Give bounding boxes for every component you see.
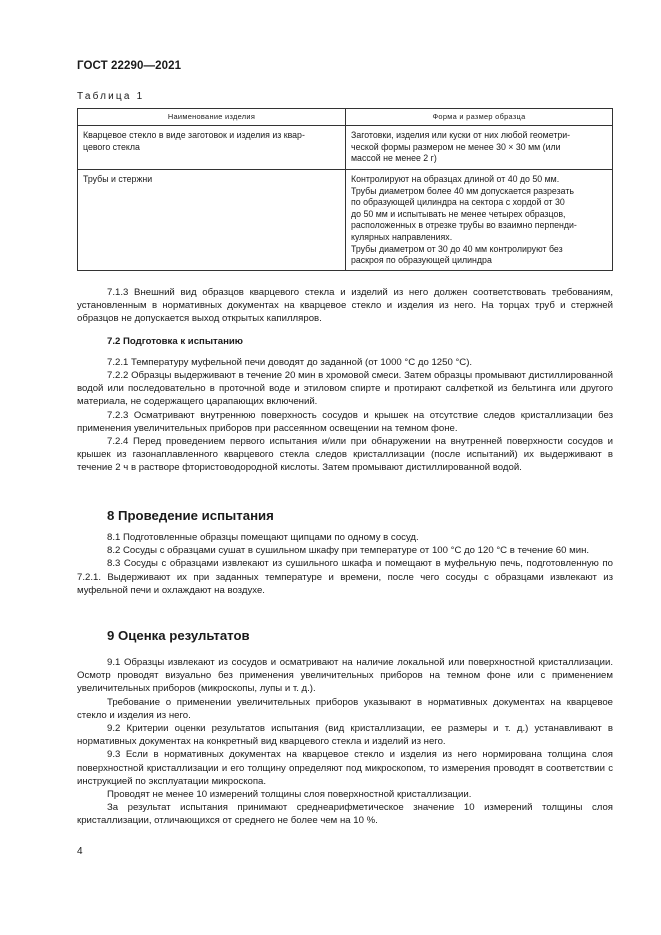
paragraph-8-2: 8.2 Сосуды с образцами сушат в сушильном шкафу при температуре от 100 °С до 120 °С в течение 60 мин. bbox=[107, 545, 590, 557]
subsection-heading-7-2: 7.2 Подготовка к испытанию bbox=[107, 335, 243, 347]
section-8-text bbox=[77, 531, 613, 597]
paragraph-7-2-3: 7.2.3 Осматривают внутреннюю поверхность сосудов и крышек на отсутствие следов кристаллизации без применения увеличительных приборов при рассеянном освещении на темном фоне. bbox=[77, 409, 613, 434]
paragraph-9-3-result: За результат испытания принимают среднеарифметическое значение 10 измерений толщины слоя кристаллизации, отличающихся от среднего не более чем на 10 %. bbox=[77, 802, 613, 827]
document-code-header: ГОСТ 22290—2021 bbox=[77, 60, 182, 72]
paragraph-7-2-4: 7.2.4 Перед проведением первого испытания и/или при обнаружении на внутренней поверхности сосудов и крышек из газонаплавленного кварцевого стекла следов кристаллизации (после испытаний) их выдерживают в течение 2 ч в растворе фтористоводородной кислоты. Затем промывают дистиллированной водой. bbox=[77, 436, 613, 474]
section-heading-8: 8 Проведение испытания bbox=[107, 508, 274, 523]
table-cell-product: Кварцевое стекло в виде заготовок и изделия из квар- цевого стекла bbox=[78, 126, 346, 170]
paragraph-7-2-1: 7.2.1 Температуру муфельной печи доводят до заданной (от 1000 °С до 1250 °С). bbox=[107, 356, 473, 368]
table-cell-sample: Контролируют на образцах длиной от 40 до 50 мм. Трубы диаметром более 40 мм допускается разрезать по образующей цилиндра на сектора с хордой от 30 до 50 мм и испытывать не менее четырех образцов, расположенных в отрезке трубы во взаимно перпенди- кулярных направлениях. Трубы диаметром от 30 до 40 мм контролируют без раскроя по образующей цилиндра bbox=[346, 170, 613, 271]
table-header-row bbox=[78, 109, 613, 126]
section-7-text bbox=[77, 286, 613, 475]
column-header-sample: Форма и размер образца bbox=[346, 109, 613, 126]
paragraph-9-2: 9.2 Критерии оценки результатов испытания (вид кристаллизации, ее размеры и т. д.) устанавливают в нормативных документах на конкретный вид кварцевого стекла и изделий из него. bbox=[77, 723, 613, 748]
paragraph-7-2-2: 7.2.2 Образцы выдерживают в течение 20 мин в хромовой смеси. Затем образцы промывают дистиллированной водой или последовательно в проточной воде и этиловом спирте и протирают салфеткой из бельтинга или другого материала, не содержащего царапающих включений. bbox=[77, 370, 613, 408]
table-cell-product: Трубы и стержни bbox=[78, 170, 346, 271]
table-caption: Таблица 1 bbox=[77, 91, 145, 102]
table-row bbox=[78, 170, 613, 271]
table-cell-sample: Заготовки, изделия или куски от них любой геометри- ческой формы размером не менее 30 × 30 мм (или массой не менее 2 г) bbox=[346, 126, 613, 170]
section-heading-9: 9 Оценка результатов bbox=[107, 628, 250, 643]
page-number: 4 bbox=[77, 846, 83, 857]
column-header-product: Наименование изделия bbox=[78, 109, 346, 126]
paragraph-7-1-3: 7.1.3 Внешний вид образцов кварцевого стекла и изделий из него должен соответствовать требованиям, установленным в нормативных документах на кварцевое стекло и изделия из него. На торцах труб и стержней образцов не допускается выход открытых капилляров. bbox=[77, 287, 613, 325]
samples-table bbox=[77, 108, 613, 271]
section-9-text bbox=[77, 656, 613, 828]
paragraph-8-1: 8.1 Подготовленные образцы помещают щипцами по одному в сосуд. bbox=[107, 532, 419, 543]
paragraph-9-1: 9.1 Образцы извлекают из сосудов и осматривают на наличие локальной или поверхностной кристаллизации. Осмотр проводят визуально без применения увеличительных приборов на темном фоне или с применением увеличительных приборов (микроскопы, лупы и т. д.). bbox=[77, 657, 613, 695]
paragraph-9-3-measurements: Проводят не менее 10 измерений толщины слоя поверхностной кристаллизации. bbox=[107, 789, 472, 801]
paragraph-8-3: 8.3 Сосуды с образцами извлекают из сушильного шкафа и помещают в муфельную печь, подготовленную по 7.2.1. Выдерживают их при заданных температуре и времени, после чего сосуды с образцами извлекают из муфельной печи и охлаждают на воздухе. bbox=[77, 558, 613, 596]
paragraph-9-1-requirement: Требование о применении увеличительных приборов указывают в нормативных документах на кварцевое стекло и изделия из него. bbox=[77, 696, 613, 721]
paragraph-9-3: 9.3 Если в нормативных документах на кварцевое стекло и изделия из него нормирована толщина слоя поверхностной кристаллизации и его толщину определяют под микроскопом, то измерения проводят в соответствии с инструкцией по эксплуатации микроскопа. bbox=[77, 749, 613, 787]
table-row bbox=[78, 126, 613, 170]
